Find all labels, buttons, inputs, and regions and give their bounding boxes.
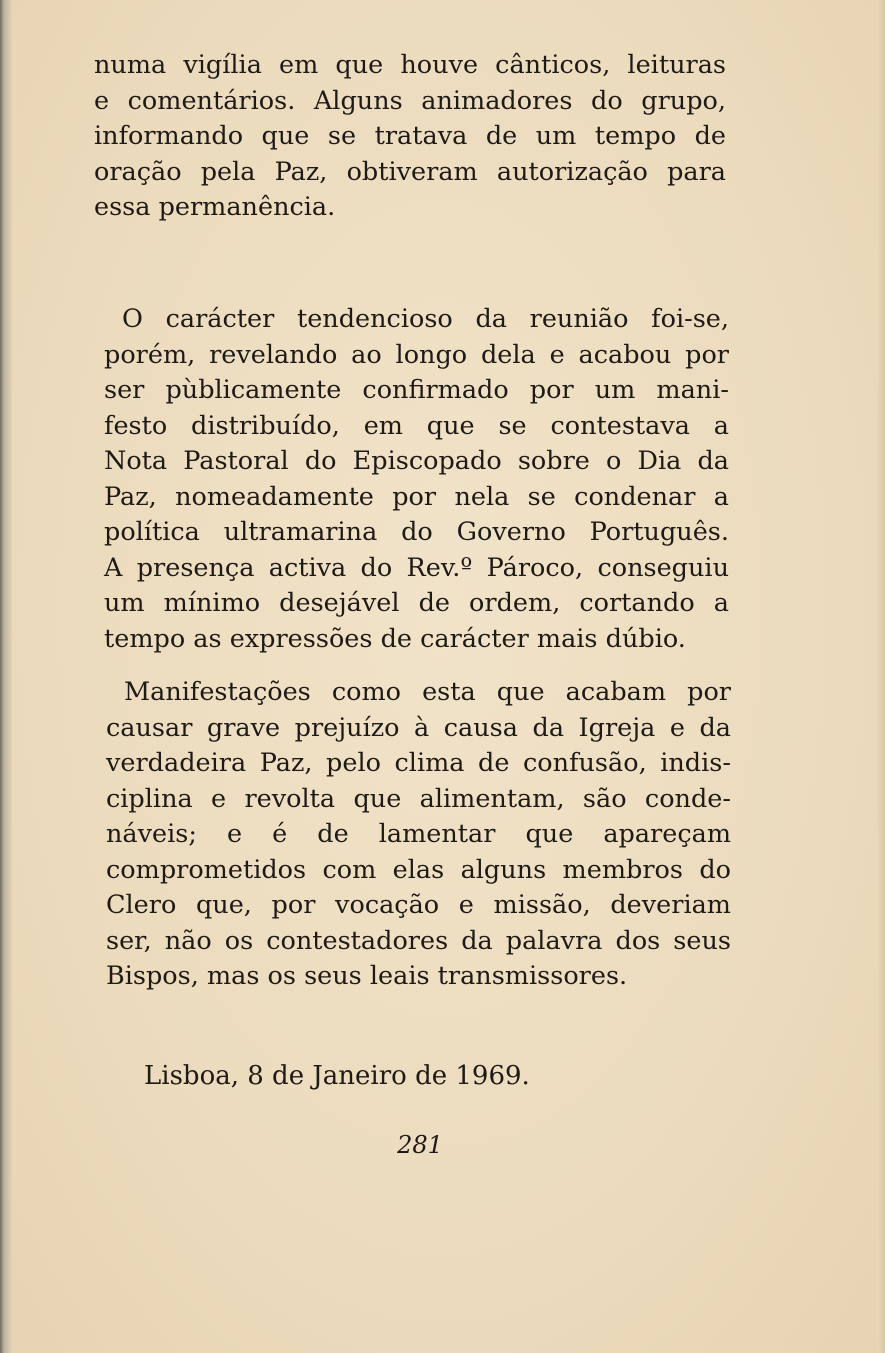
text-line: Bispos, mas os seus leais transmissores.: [106, 961, 628, 991]
dateline: Lisboa, 8 de Janeiro de 1969.: [144, 1061, 530, 1091]
page-number: 281: [397, 1131, 443, 1159]
text-line: Manifestações como esta que acabam por: [124, 677, 731, 707]
paragraph-continuation: [94, 48, 726, 226]
text-line: ser pùblicamente confirmado por um mani-: [104, 375, 729, 405]
text-line: porém, revelando ao longo dela e acabou por: [104, 339, 729, 370]
text-line: Paz, nomeadamente por nela se condenar a: [104, 481, 729, 512]
text-line: ser, não os contestadores da palavra dos seus: [106, 925, 731, 956]
text-line: tempo as expressões de carácter mais dúbio.: [104, 623, 686, 654]
text-line: oração pela Paz, obtiveram autorização para: [94, 156, 726, 187]
page-right-edge: [877, 0, 885, 1353]
text-line: essa permanência.: [94, 192, 336, 222]
text-line: ciplina e revolta que alimentam, são conde-: [106, 783, 731, 814]
text-line: causar grave prejuízo à causa da Igreja e da: [106, 712, 731, 743]
text-line: Nota Pastoral do Episcopado sobre o Dia da: [104, 446, 729, 476]
text-line: comprometidos com elas alguns membros do: [106, 854, 731, 885]
text-line: um mínimo desejável de ordem, cortando a: [104, 588, 729, 618]
text-line: verdadeira Paz, pelo clima de confusão, indis-: [106, 748, 731, 778]
text-line: numa vigília em que houve cânticos, leituras: [94, 50, 726, 80]
paragraph-reuniao: [104, 302, 729, 657]
text-line: e comentários. Alguns animadores do grupo,: [94, 85, 726, 116]
text-line: política ultramarina do Governo Português.: [104, 517, 729, 547]
text-line: O carácter tendencioso da reunião foi-se,: [122, 304, 729, 334]
text-line: Clero que, por vocação e missão, deveriam: [106, 890, 731, 920]
text-line: A presença activa do Rev.º Pároco, conseguiu: [104, 552, 729, 583]
paragraph-manifestacoes: [106, 675, 731, 995]
text-line: festo distribuído, em que se contestava a: [104, 410, 729, 441]
text-line: informando que se tratava de um tempo de: [94, 121, 726, 151]
text-line: náveis; e é de lamentar que apareçam: [106, 819, 731, 849]
